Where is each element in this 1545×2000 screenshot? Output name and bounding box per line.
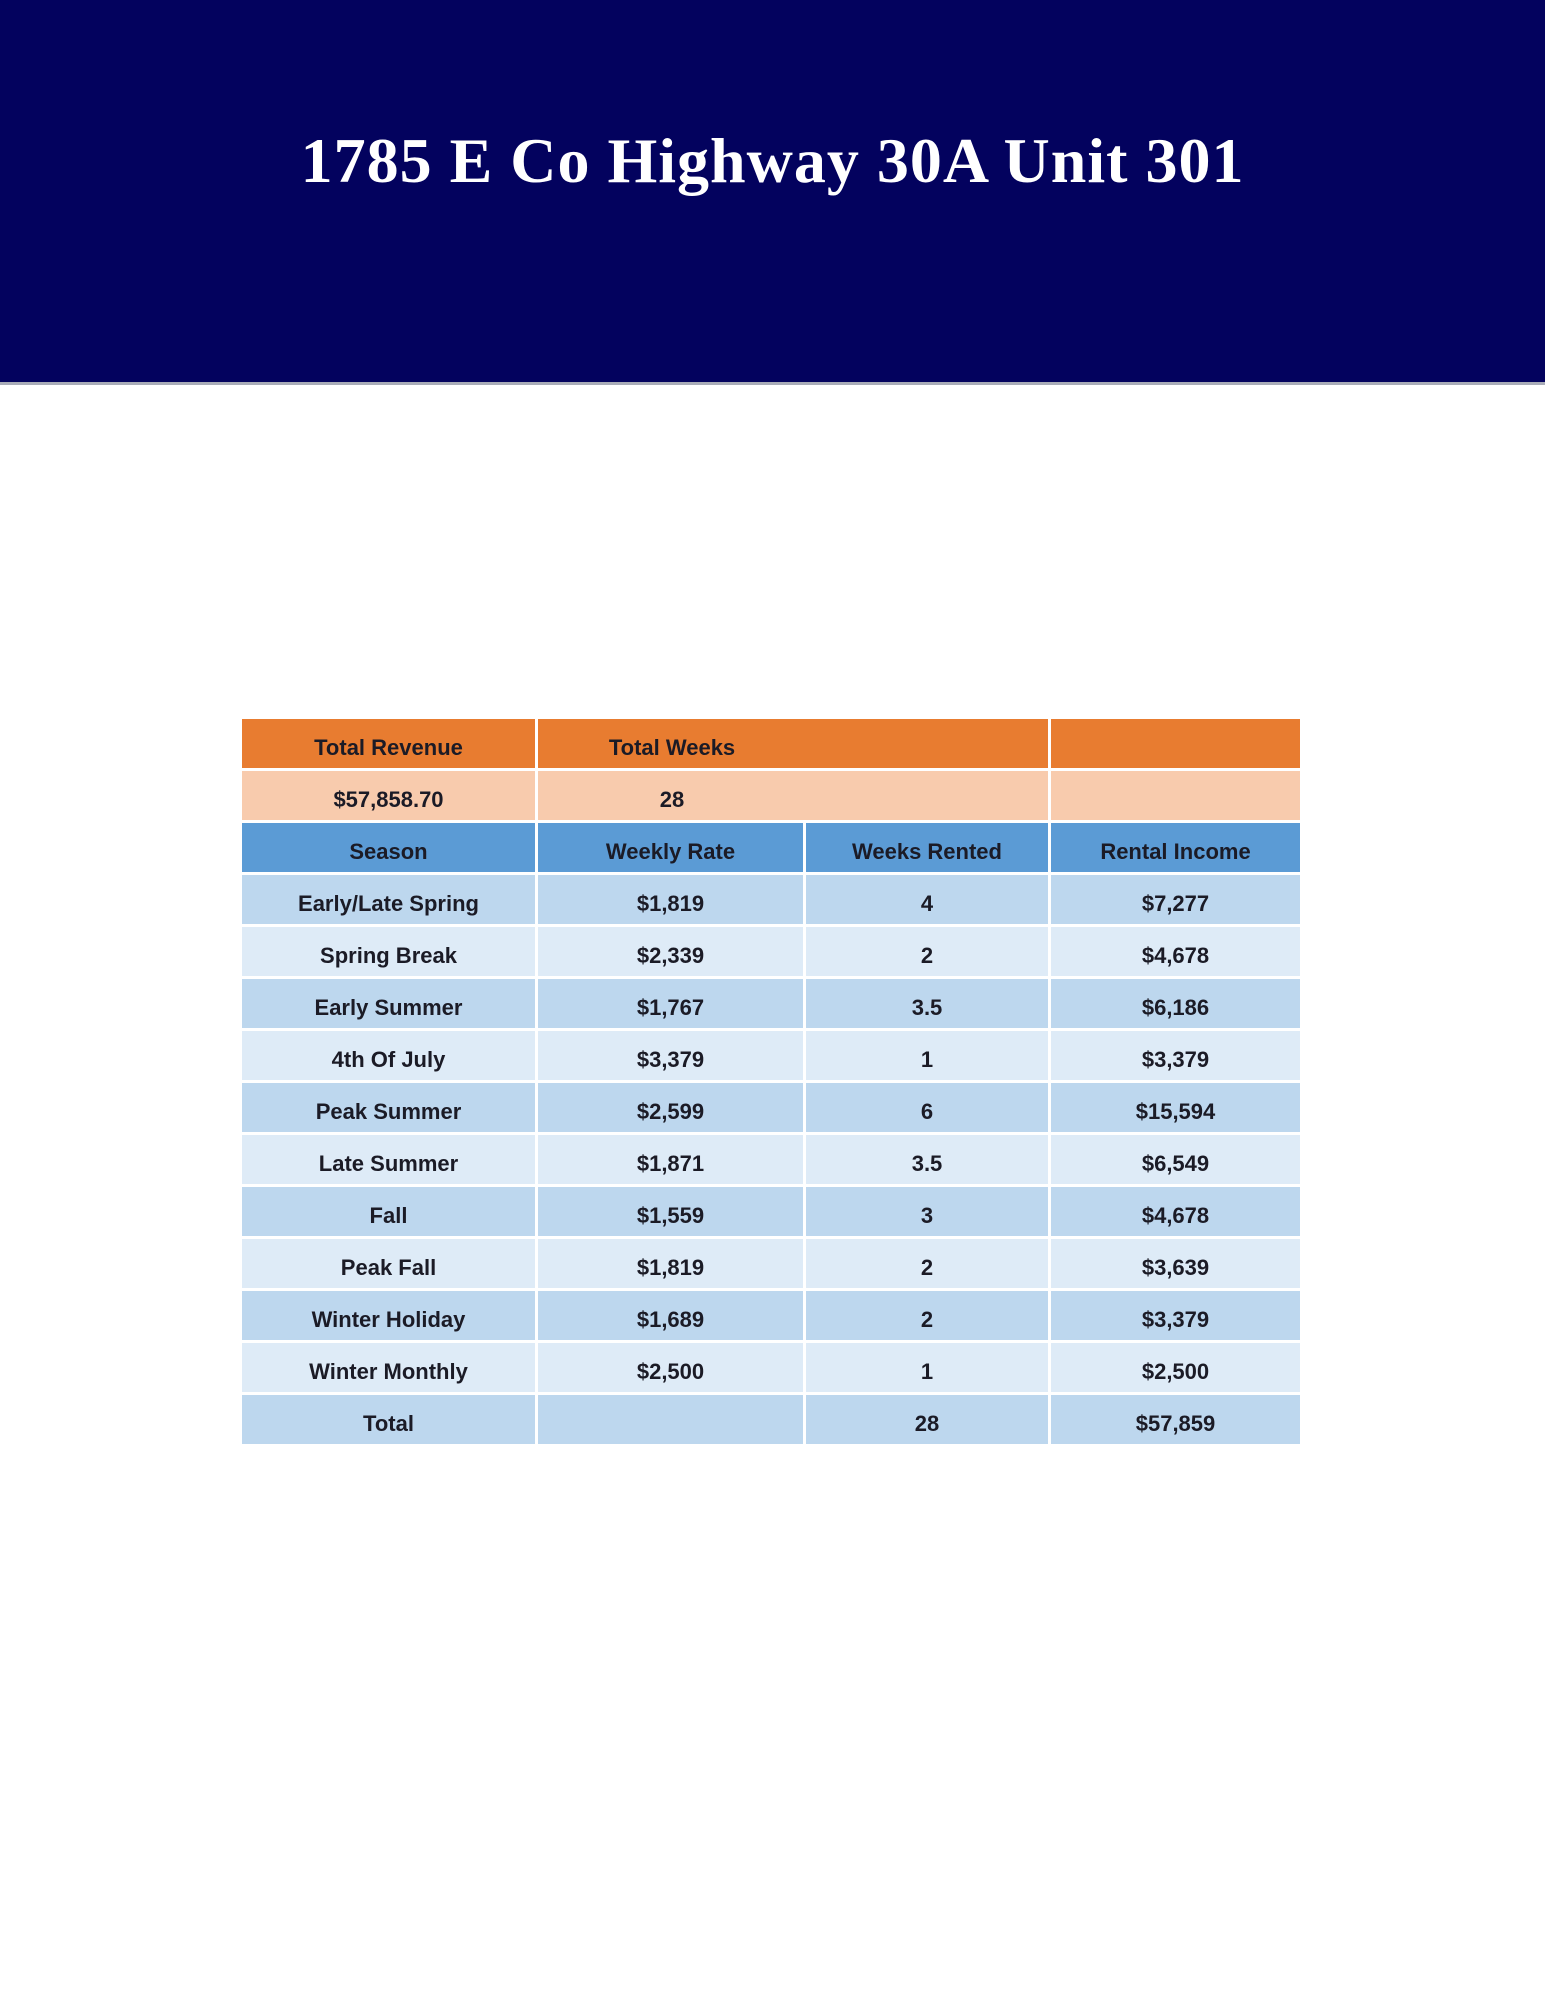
weeks-rented-cell: 6 <box>806 1083 1051 1135</box>
weeks-rented-column-header: Weeks Rented <box>806 823 1051 875</box>
season-cell: Early/Late Spring <box>242 875 538 927</box>
rental-income-cell: $4,678 <box>1051 927 1300 979</box>
season-cell: Peak Fall <box>242 1239 538 1291</box>
season-cell: 4th Of July <box>242 1031 538 1083</box>
rental-income-cell: $3,639 <box>1051 1239 1300 1291</box>
weeks-rented-cell: 4 <box>806 875 1051 927</box>
rental-income-cell: $15,594 <box>1051 1083 1300 1135</box>
title-banner <box>0 0 1545 385</box>
weekly-rate-cell: $1,871 <box>538 1135 806 1187</box>
weekly-rate-cell: $1,559 <box>538 1187 806 1239</box>
weekly-rate-cell: $2,339 <box>538 927 806 979</box>
rental-income-cell: $7,277 <box>1051 875 1300 927</box>
rental-income-cell: $2,500 <box>1051 1343 1300 1395</box>
empty-cell <box>1051 771 1300 823</box>
season-cell: Peak Summer <box>242 1083 538 1135</box>
season-cell: Spring Break <box>242 927 538 979</box>
total-weeks-rented-cell: 28 <box>806 1395 1051 1447</box>
rental-income-column-header: Rental Income <box>1051 823 1300 875</box>
season-cell: Early Summer <box>242 979 538 1031</box>
total-revenue-value-cell: $57,858.70 <box>242 771 538 823</box>
rental-income-cell: $3,379 <box>1051 1031 1300 1083</box>
weekly-rate-column-header: Weekly Rate <box>538 823 806 875</box>
total-weekly-rate-cell <box>538 1395 806 1447</box>
total-weeks-header-cell: Total Weeks <box>538 719 806 771</box>
weekly-rate-cell: $2,599 <box>538 1083 806 1135</box>
empty-cell <box>806 719 1051 771</box>
rental-income-cell: $4,678 <box>1051 1187 1300 1239</box>
weekly-rate-cell: $1,689 <box>538 1291 806 1343</box>
page-title: 1785 E Co Highway 30A Unit 301 <box>300 125 1245 196</box>
weekly-rate-cell: $2,500 <box>538 1343 806 1395</box>
weeks-rented-cell: 2 <box>806 1291 1051 1343</box>
total-rental-income-cell: $57,859 <box>1051 1395 1300 1447</box>
weekly-rate-cell: $1,767 <box>538 979 806 1031</box>
weekly-rate-cell: $1,819 <box>538 875 806 927</box>
rental-income-cell: $3,379 <box>1051 1291 1300 1343</box>
weeks-rented-cell: 3 <box>806 1187 1051 1239</box>
weeks-rented-cell: 1 <box>806 1031 1051 1083</box>
season-cell: Winter Monthly <box>242 1343 538 1395</box>
weekly-rate-cell: $3,379 <box>538 1031 806 1083</box>
weeks-rented-cell: 2 <box>806 1239 1051 1291</box>
season-cell: Winter Holiday <box>242 1291 538 1343</box>
rental-income-table <box>242 719 1300 1447</box>
total-label-cell: Total <box>242 1395 538 1447</box>
weeks-rented-cell: 3.5 <box>806 1135 1051 1187</box>
rental-income-cell: $6,549 <box>1051 1135 1300 1187</box>
season-column-header: Season <box>242 823 538 875</box>
weekly-rate-cell: $1,819 <box>538 1239 806 1291</box>
season-cell: Fall <box>242 1187 538 1239</box>
rental-income-cell: $6,186 <box>1051 979 1300 1031</box>
weeks-rented-cell: 3.5 <box>806 979 1051 1031</box>
empty-cell <box>1051 719 1300 771</box>
weeks-rented-cell: 2 <box>806 927 1051 979</box>
empty-cell <box>806 771 1051 823</box>
total-revenue-header-cell: Total Revenue <box>242 719 538 771</box>
total-weeks-value-cell: 28 <box>538 771 806 823</box>
weeks-rented-cell: 1 <box>806 1343 1051 1395</box>
season-cell: Late Summer <box>242 1135 538 1187</box>
